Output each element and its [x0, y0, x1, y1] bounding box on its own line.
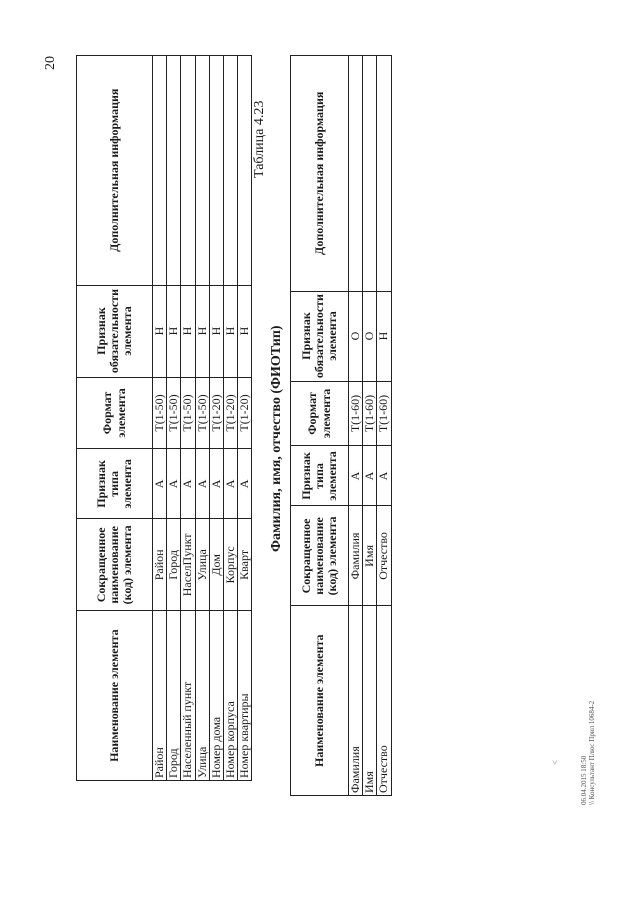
cell-short-name: Город: [167, 519, 181, 611]
cell-type-flag: А: [209, 449, 223, 519]
header-short-name: Сокращенное наименование (код) элемента: [77, 519, 153, 611]
cell-extra-info: [377, 56, 391, 292]
header-type-flag: Признак типа элемента: [77, 449, 153, 519]
cell-short-name: Имя: [363, 506, 377, 606]
cell-element-name: Номер корпуса: [223, 611, 237, 781]
cell-type-flag: А: [377, 446, 391, 506]
cell-format: Т(1-20): [209, 377, 223, 449]
table-row: [181, 56, 195, 781]
header-extra-info: Дополнительная информация: [77, 56, 153, 286]
cell-short-name: Дом: [209, 519, 223, 611]
cell-extra-info: [349, 56, 363, 292]
full-name-table: [290, 55, 392, 796]
table-row: [377, 56, 391, 796]
cell-short-name: Район: [153, 519, 167, 611]
cell-format: Т(1-20): [223, 377, 237, 449]
cell-format: Т(1-60): [377, 381, 391, 446]
cell-extra-info: [363, 56, 377, 292]
table-caption: Таблица 4.23: [252, 100, 267, 178]
print-stamp-date: 06.04.2015 18:50: [580, 755, 588, 805]
cell-type-flag: А: [349, 446, 363, 506]
print-stamp: [580, 701, 596, 805]
cell-required-flag: О: [349, 291, 363, 381]
cell-required-flag: Н: [223, 285, 237, 377]
cell-element-name: Фамилия: [349, 606, 363, 796]
cell-required-flag: Н: [167, 285, 181, 377]
cell-element-name: Отчество: [377, 606, 391, 796]
cell-required-flag: Н: [181, 285, 195, 377]
table-row: [238, 56, 252, 781]
cell-element-name: Населенный пункт: [181, 611, 195, 781]
cell-format: Т(1-50): [195, 377, 209, 449]
table-row: [167, 56, 181, 781]
cell-element-name: Номер квартиры: [238, 611, 252, 781]
cell-type-flag: А: [167, 449, 181, 519]
table-row: [209, 56, 223, 781]
cell-element-name: Имя: [363, 606, 377, 796]
table-row: [363, 56, 377, 796]
cell-format: Т(1-20): [238, 377, 252, 449]
cell-required-flag: Н: [209, 285, 223, 377]
cell-short-name: Фамилия: [349, 506, 363, 606]
cell-short-name: Кварт: [238, 519, 252, 611]
table-row: [349, 56, 363, 796]
cell-required-flag: Н: [377, 291, 391, 381]
header-element-name: Наименование элемента: [291, 606, 349, 796]
cell-short-name: НаселПункт: [181, 519, 195, 611]
cell-extra-info: [167, 56, 181, 286]
header-element-name: Наименование элемента: [77, 611, 153, 781]
table-row: [153, 56, 167, 781]
cell-required-flag: Н: [238, 285, 252, 377]
print-stamp-source: \\ Консультант Плюс Прил 10684-2: [588, 700, 597, 805]
cell-format: Т(1-50): [153, 377, 167, 449]
margin-mark: <: [550, 759, 560, 765]
header-extra-info: Дополнительная информация: [291, 56, 349, 292]
cell-type-flag: А: [363, 446, 377, 506]
table-header-row: [77, 56, 153, 781]
cell-type-flag: А: [223, 449, 237, 519]
header-short-name: Сокращенное наименование (код) элемента: [291, 506, 349, 606]
cell-required-flag: Н: [153, 285, 167, 377]
cell-required-flag: Н: [195, 285, 209, 377]
cell-element-name: Номер дома: [209, 611, 223, 781]
cell-type-flag: А: [181, 449, 195, 519]
header-format: Формат элемента: [291, 381, 349, 446]
cell-type-flag: А: [153, 449, 167, 519]
table-row: [195, 56, 209, 781]
cell-short-name: Улица: [195, 519, 209, 611]
table-title: Фамилия, имя, отчество (ФИОТип): [269, 325, 284, 552]
cell-format: Т(1-50): [181, 377, 195, 449]
header-type-flag: Признак типа элемента: [291, 446, 349, 506]
cell-type-flag: А: [238, 449, 252, 519]
table-header-row: [291, 56, 349, 796]
cell-extra-info: [209, 56, 223, 286]
cell-format: Т(1-50): [167, 377, 181, 449]
header-format: Формат элемента: [77, 377, 153, 449]
cell-element-name: Улица: [195, 611, 209, 781]
cell-short-name: Корпус: [223, 519, 237, 611]
cell-element-name: Район: [153, 611, 167, 781]
page-number: 20: [43, 56, 58, 70]
cell-required-flag: О: [363, 291, 377, 381]
cell-type-flag: А: [195, 449, 209, 519]
table-row: [223, 56, 237, 781]
cell-format: Т(1-60): [363, 381, 377, 446]
cell-extra-info: [223, 56, 237, 286]
cell-extra-info: [195, 56, 209, 286]
cell-format: Т(1-60): [349, 381, 363, 446]
cell-extra-info: [238, 56, 252, 286]
cell-short-name: Отчество: [377, 506, 391, 606]
cell-element-name: Город: [167, 611, 181, 781]
cell-extra-info: [181, 56, 195, 286]
address-elements-table: [76, 55, 252, 781]
header-required-flag: Признак обязательности элемента: [77, 285, 153, 377]
cell-extra-info: [153, 56, 167, 286]
header-required-flag: Признак обязательности элемента: [291, 291, 349, 381]
